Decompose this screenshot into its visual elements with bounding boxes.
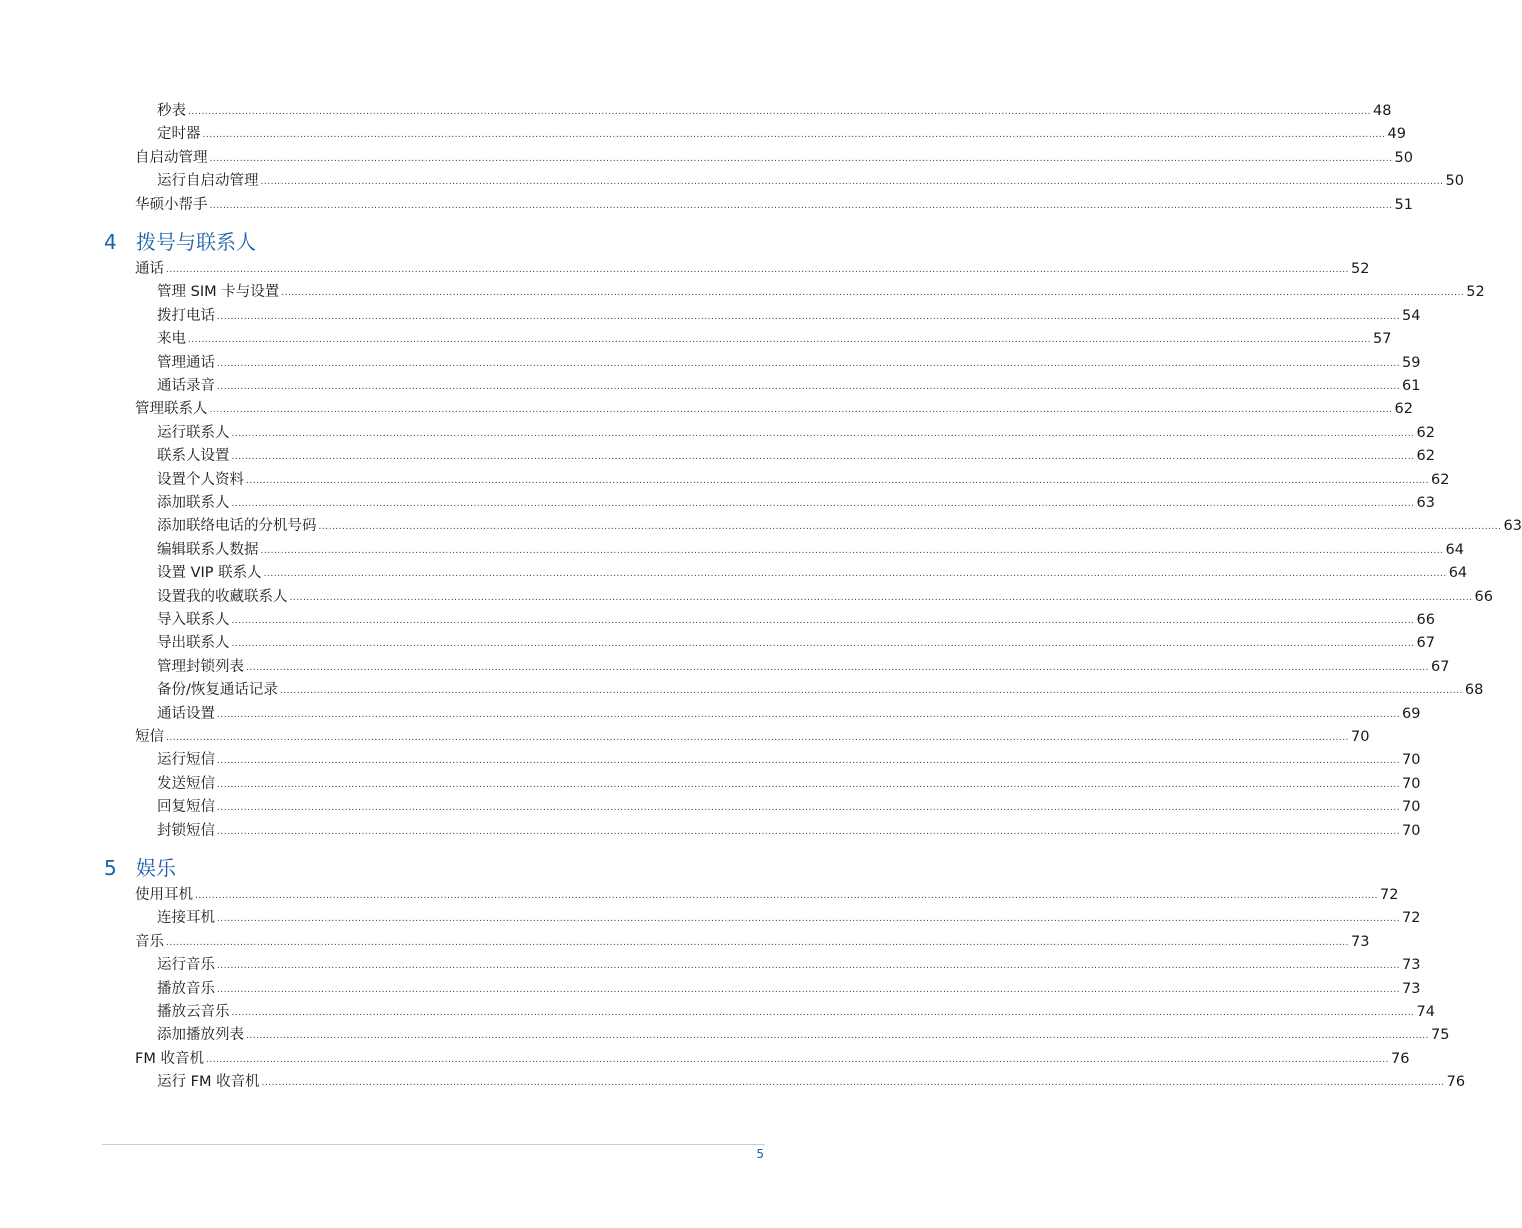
toc-entry-page: 63 (1416, 495, 1435, 511)
toc-entry-page: 52 (1351, 261, 1370, 277)
toc-entry-label: 运行 FM 收音机 (157, 1074, 260, 1091)
dot-leader: ................................................................................................................................................................................................................................................................................................................................................................ (289, 592, 1473, 603)
toc-entry-label: 华硕小帮手 (135, 196, 208, 213)
toc-entry-page: 69 (1402, 705, 1421, 722)
toc-entry-page: 72 (1402, 910, 1421, 927)
dot-leader: ................................................................................................................................................................................................................................................................................................................................................................ (166, 265, 1350, 275)
footer-rule (102, 1144, 765, 1145)
toc-subsection-entry[interactable] (157, 1025, 1450, 1045)
dot-leader: ................................................................................................................................................................................................................................................................................................................................................................ (217, 914, 1401, 925)
toc-entry-label: 导出联系人 (157, 635, 230, 652)
dot-leader: ................................................................................................................................................................................................................................................................................................................................................................ (195, 891, 1379, 901)
toc-subsection-entry[interactable] (157, 680, 1484, 700)
toc-entry-page: 70 (1402, 775, 1421, 792)
toc-section-entry[interactable] (135, 148, 1413, 168)
toc-subsection-entry[interactable] (157, 282, 1485, 302)
toc-subsection-entry[interactable] (157, 101, 1392, 121)
toc-entry-label: 管理 SIM 卡与设置 (157, 284, 280, 301)
dot-leader: ................................................................................................................................................................................................................................................................................................................................................................ (231, 499, 1415, 509)
toc-subsection-entry[interactable] (157, 657, 1450, 677)
toc-entry-label: 回复短信 (157, 799, 215, 816)
toc-entry-page: 62 (1416, 448, 1435, 465)
dot-leader: ................................................................................................................................................................................................................................................................................................................................................................ (205, 1054, 1389, 1065)
toc-entry-page: 63 (1503, 518, 1522, 535)
toc-entry-page: 67 (1416, 635, 1435, 652)
toc-entry-label: 管理通话 (157, 354, 215, 371)
toc-entry-label: 设置 VIP 联系人 (157, 565, 262, 582)
toc-entry-label: 设置个人资料 (157, 471, 244, 488)
toc-subsection-entry[interactable] (157, 750, 1421, 770)
toc-entry-page: 66 (1416, 612, 1435, 628)
toc-entry-page: 64 (1445, 541, 1464, 558)
dot-leader: ................................................................................................................................................................................................................................................................................................................................................................ (260, 545, 1444, 556)
toc-entry-label: 播放音乐 (157, 980, 215, 997)
toc-entry-page: 61 (1402, 378, 1421, 394)
toc-subsection-entry[interactable] (157, 493, 1435, 513)
toc-subsection-entry[interactable] (157, 563, 1468, 583)
dot-leader: ................................................................................................................................................................................................................................................................................................................................................................ (217, 382, 1401, 392)
toc-entry-page: 72 (1380, 887, 1399, 903)
toc-entry-label: 运行联系人 (157, 424, 230, 441)
toc-entry-label: 编辑联系人数据 (157, 541, 259, 558)
toc-subsection-entry[interactable] (157, 797, 1421, 817)
toc-entry-label: 自启动管理 (135, 149, 208, 166)
toc-entry-page: 62 (1431, 471, 1450, 488)
toc-entry-label: 播放云音乐 (157, 1004, 230, 1020)
toc-subsection-entry[interactable] (157, 979, 1421, 999)
toc-subsection-entry[interactable] (157, 610, 1435, 630)
page-number: 5 (756, 1147, 764, 1161)
dot-leader: ................................................................................................................................................................................................................................................................................................................................................................ (263, 569, 1447, 580)
toc-entry-page: 70 (1402, 752, 1421, 769)
toc-entry-page: 76 (1446, 1074, 1466, 1091)
toc-entry-page: 50 (1445, 173, 1464, 190)
toc-subsection-entry[interactable] (157, 376, 1421, 396)
dot-leader: ................................................................................................................................................................................................................................................................................................................................................................ (231, 428, 1415, 439)
toc-entry-label: 添加联络电话的分机号码 (157, 518, 317, 535)
toc-entry-label: 添加播放列表 (157, 1027, 244, 1044)
toc-section-entry[interactable] (135, 885, 1399, 905)
toc-entry-page: 73 (1351, 933, 1370, 950)
toc-subsection-entry[interactable] (157, 124, 1406, 144)
toc-section-entry[interactable] (135, 399, 1413, 419)
dot-leader: ................................................................................................................................................................................................................................................................................................................................................................ (231, 452, 1415, 463)
toc-entry-page: 52 (1466, 284, 1485, 301)
toc-entry-label: 添加联系人 (157, 495, 230, 511)
dot-leader: ................................................................................................................................................................................................................................................................................................................................................................ (188, 107, 1372, 117)
toc-entry-label: 使用耳机 (135, 887, 193, 903)
toc-subsection-entry[interactable] (157, 587, 1493, 607)
toc-entry-label: 管理封锁列表 (157, 658, 244, 675)
chapter-title: 拨号与联系人 (136, 230, 256, 254)
toc-entry-label: 短信 (135, 729, 164, 745)
toc-entry-label: 通话 (135, 261, 164, 277)
toc-entry-page: 57 (1373, 331, 1392, 348)
toc-entry-label: 运行短信 (157, 752, 215, 769)
dot-leader: ................................................................................................................................................................................................................................................................................................................................................................ (231, 1008, 1415, 1018)
toc-entry-label: 拨打电话 (157, 307, 215, 324)
toc-subsection-entry[interactable] (157, 704, 1421, 724)
toc-entry-page: 66 (1474, 588, 1493, 605)
toc-subsection-entry[interactable] (157, 540, 1464, 560)
toc-entry-page: 74 (1416, 1004, 1435, 1020)
toc-chapter-heading[interactable] (104, 228, 256, 256)
toc-section-entry[interactable] (135, 259, 1370, 279)
dot-leader: ................................................................................................................................................................................................................................................................................................................................................................ (217, 756, 1401, 767)
toc-entry-page: 75 (1431, 1027, 1450, 1044)
toc-entry-label: 通话录音 (157, 378, 215, 394)
dot-leader: ................................................................................................................................................................................................................................................................................................................................................................ (202, 130, 1386, 141)
toc-entry-label: 音乐 (135, 933, 164, 950)
chapter-number: 5 (104, 856, 117, 880)
dot-leader: ................................................................................................................................................................................................................................................................................................................................................................ (209, 200, 1393, 211)
toc-entry-page: 73 (1402, 980, 1421, 997)
toc-entry-label: 来电 (157, 331, 186, 348)
dot-leader: ................................................................................................................................................................................................................................................................................................................................................................ (166, 733, 1350, 743)
toc-entry-label: FM 收音机 (135, 1050, 204, 1067)
toc-entry-label: 定时器 (157, 126, 201, 143)
dot-leader: ................................................................................................................................................................................................................................................................................................................................................................ (217, 961, 1401, 972)
dot-leader: ................................................................................................................................................................................................................................................................................................................................................................ (217, 311, 1401, 322)
toc-entry-label: 运行自启动管理 (157, 173, 259, 190)
toc-entry-label: 秒表 (157, 103, 186, 119)
dot-leader: ................................................................................................................................................................................................................................................................................................................................................................ (260, 177, 1444, 188)
toc-subsection-entry[interactable] (157, 329, 1392, 349)
toc-entry-page: 64 (1448, 565, 1468, 582)
dot-leader: ................................................................................................................................................................................................................................................................................................................................................................ (217, 358, 1401, 369)
toc-subsection-entry[interactable] (157, 171, 1464, 191)
toc-section-entry[interactable] (135, 727, 1370, 747)
dot-leader: ................................................................................................................................................................................................................................................................................................................................................................ (217, 709, 1401, 720)
dot-leader: ................................................................................................................................................................................................................................................................................................................................................................ (246, 475, 1430, 486)
toc-entry-label: 封锁短信 (157, 822, 215, 839)
toc-subsection-entry[interactable] (157, 470, 1450, 490)
dot-leader: ................................................................................................................................................................................................................................................................................................................................................................ (166, 937, 1350, 948)
dot-leader: ................................................................................................................................................................................................................................................................................................................................................................ (246, 1031, 1430, 1042)
toc-entry-label: 运行音乐 (157, 957, 215, 974)
toc-entry-label: 发送短信 (157, 775, 215, 792)
toc-entry-page: 50 (1394, 149, 1413, 166)
dot-leader: ................................................................................................................................................................................................................................................................................................................................................................ (209, 405, 1393, 416)
toc-entry-page: 49 (1387, 126, 1406, 143)
toc-entry-page: 73 (1402, 957, 1421, 974)
toc-subsection-entry[interactable] (157, 908, 1421, 928)
toc-section-entry[interactable] (135, 195, 1413, 215)
toc-subsection-entry[interactable] (157, 353, 1421, 373)
toc-subsection-entry[interactable] (157, 306, 1421, 326)
toc-entry-page: 70 (1402, 799, 1421, 816)
chapter-number: 4 (104, 230, 117, 254)
dot-leader: ................................................................................................................................................................................................................................................................................................................................................................ (188, 335, 1372, 346)
dot-leader: ................................................................................................................................................................................................................................................................................................................................................................ (279, 686, 1463, 697)
toc-entry-label: 导入联系人 (157, 612, 230, 628)
toc-entry-page: 48 (1373, 103, 1392, 119)
dot-leader: ................................................................................................................................................................................................................................................................................................................................................................ (261, 1078, 1445, 1089)
toc-subsection-entry[interactable] (157, 1002, 1435, 1022)
toc-entry-label: 备份/恢复通话记录 (157, 682, 278, 699)
toc-entry-page: 68 (1464, 682, 1484, 699)
toc-entry-page: 70 (1402, 822, 1421, 839)
toc-entry-page: 59 (1402, 354, 1421, 371)
toc-entry-label: 管理联系人 (135, 401, 208, 418)
toc-subsection-entry[interactable] (157, 1072, 1466, 1092)
toc-subsection-entry[interactable] (157, 446, 1435, 466)
toc-entry-page: 67 (1431, 658, 1450, 675)
dot-leader: ................................................................................................................................................................................................................................................................................................................................................................ (318, 522, 1502, 533)
dot-leader: ................................................................................................................................................................................................................................................................................................................................................................ (281, 288, 1465, 299)
toc-entry-page: 76 (1390, 1050, 1410, 1067)
toc-entry-label: 通话设置 (157, 705, 215, 722)
toc-chapter-heading[interactable] (104, 854, 176, 882)
toc-subsection-entry[interactable] (157, 423, 1435, 443)
toc-subsection-entry[interactable] (157, 633, 1435, 653)
toc-section-entry[interactable] (135, 932, 1370, 952)
dot-leader: ................................................................................................................................................................................................................................................................................................................................................................ (231, 616, 1415, 626)
toc-subsection-entry[interactable] (157, 774, 1421, 794)
toc-entry-label: 设置我的收藏联系人 (157, 588, 288, 605)
toc-entry-page: 51 (1394, 196, 1413, 213)
toc-subsection-entry[interactable] (157, 821, 1421, 841)
toc-entry-page: 54 (1402, 307, 1421, 324)
toc-section-entry[interactable] (135, 1049, 1410, 1069)
toc-subsection-entry[interactable] (157, 516, 1522, 536)
toc-entry-page: 70 (1351, 729, 1370, 745)
dot-leader: ................................................................................................................................................................................................................................................................................................................................................................ (217, 826, 1401, 837)
dot-leader: ................................................................................................................................................................................................................................................................................................................................................................ (209, 153, 1393, 164)
toc-entry-page: 62 (1394, 401, 1413, 418)
dot-leader: ................................................................................................................................................................................................................................................................................................................................................................ (246, 662, 1430, 673)
dot-leader: ................................................................................................................................................................................................................................................................................................................................................................ (217, 779, 1401, 790)
dot-leader: ................................................................................................................................................................................................................................................................................................................................................................ (231, 639, 1415, 650)
toc-entry-label: 连接耳机 (157, 910, 215, 927)
toc-subsection-entry[interactable] (157, 955, 1421, 975)
chapter-title: 娱乐 (136, 856, 176, 880)
dot-leader: ................................................................................................................................................................................................................................................................................................................................................................ (217, 803, 1401, 814)
toc-entry-label: 联系人设置 (157, 448, 230, 465)
toc-entry-page: 62 (1416, 424, 1435, 441)
dot-leader: ................................................................................................................................................................................................................................................................................................................................................................ (217, 984, 1401, 995)
